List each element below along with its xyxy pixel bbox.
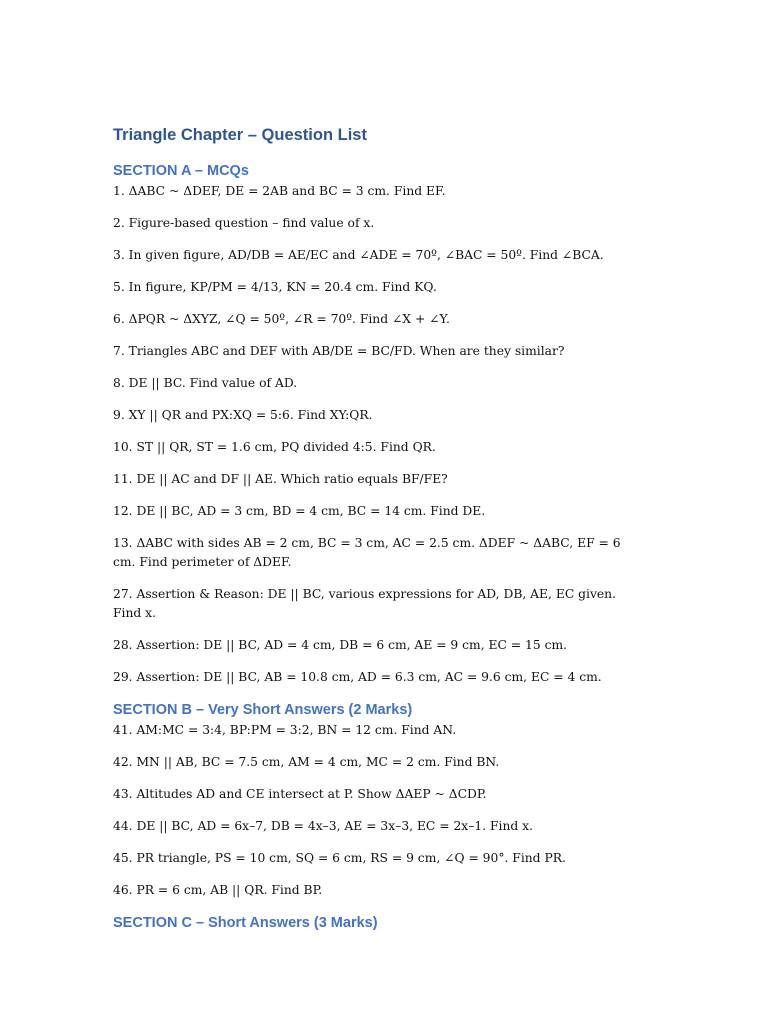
question-44: 44. DE || BC, AD = 6x–7, DB = 4x–3, AE = 3x–3, EC = 2x–1. Find x. <box>113 819 534 833</box>
question-45: 45. PR triangle, PS = 10 cm, SQ = 6 cm, RS = 9 cm, ∠Q = 90°. Find PR. <box>113 851 566 865</box>
question-3: 3. In given figure, AD/DB = AE/EC and ∠ADE = 70º, ∠BAC = 50º. Find ∠BCA. <box>113 248 604 262</box>
question-8: 8. DE || BC. Find value of AD. <box>113 376 298 390</box>
question-27: 27. Assertion & Reason: DE || BC, various expressions for AD, DB, AE, EC given. Find x. <box>113 587 616 620</box>
section-b-heading: SECTION B – Very Short Answers (2 Marks) <box>113 702 413 718</box>
question-29: 29. Assertion: DE || BC, AB = 10.8 cm, AD = 6.3 cm, AC = 9.6 cm, EC = 4 cm. <box>113 670 602 684</box>
question-43: 43. Altitudes AD and CE intersect at P. Show ΔAEP ~ ΔCDP. <box>113 787 487 801</box>
question-10: 10. ST || QR, ST = 1.6 cm, PQ divided 4:5. Find QR. <box>113 440 436 454</box>
question-28: 28. Assertion: DE || BC, AD = 4 cm, DB = 6 cm, AE = 9 cm, EC = 15 cm. <box>113 638 568 652</box>
question-9: 9. XY || QR and PX:XQ = 5:6. Find XY:QR. <box>113 408 373 422</box>
question-5: 5. In figure, KP/PM = 4/13, KN = 20.4 cm. Find KQ. <box>113 280 437 294</box>
question-1: 1. ΔABC ~ ΔDEF, DE = 2AB and BC = 3 cm. Find EF. <box>113 184 446 198</box>
document-title: Triangle Chapter – Question List <box>113 126 367 144</box>
question-2: 2. Figure-based question – find value of x. <box>113 216 375 230</box>
question-11: 11. DE || AC and DF || AE. Which ratio equals BF/FE? <box>113 472 448 486</box>
section-a-heading: SECTION A – MCQs <box>113 163 249 179</box>
question-41: 41. AM:MC = 3:4, BP:PM = 3:2, BN = 12 cm. Find AN. <box>113 723 457 737</box>
document-page <box>113 124 633 934</box>
question-6: 6. ΔPQR ~ ΔXYZ, ∠Q = 50º, ∠R = 70º. Find ∠X + ∠Y. <box>113 312 450 326</box>
section-c-heading: SECTION C – Short Answers (3 Marks) <box>113 915 378 931</box>
question-12: 12. DE || BC, AD = 3 cm, BD = 4 cm, BC = 14 cm. Find DE. <box>113 504 486 518</box>
question-13: 13. ΔABC with sides AB = 2 cm, BC = 3 cm, AC = 2.5 cm. ΔDEF ~ ΔABC, EF = 6 cm. Find perimeter of ΔDEF. <box>113 536 621 569</box>
question-42: 42. MN || AB, BC = 7.5 cm, AM = 4 cm, MC = 2 cm. Find BN. <box>113 755 500 769</box>
question-7: 7. Triangles ABC and DEF with AB/DE = BC/FD. When are they similar? <box>113 344 565 358</box>
question-46: 46. PR = 6 cm, AB || QR. Find BP. <box>113 883 323 897</box>
